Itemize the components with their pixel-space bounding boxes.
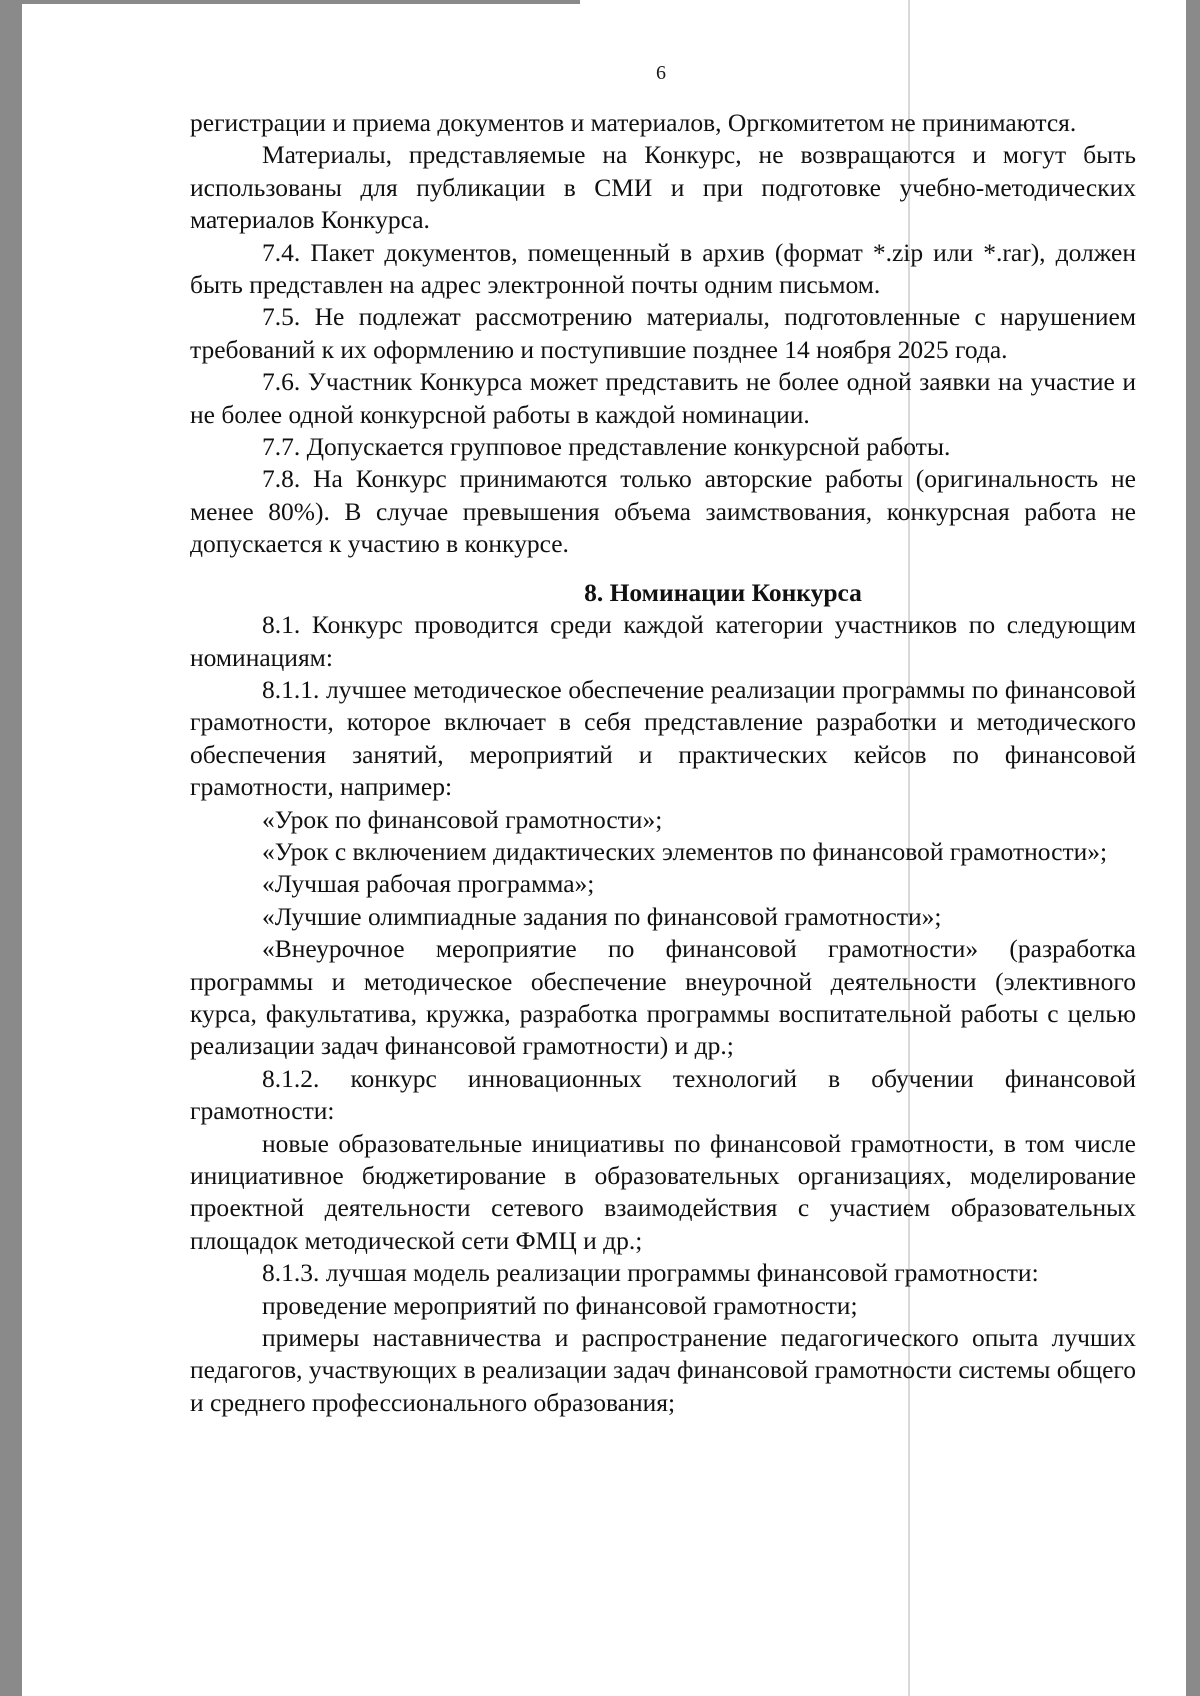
list-item: «Урок по финансовой грамотности»; [262,804,663,834]
list-item: «Лучшие олимпиадные задания по финансовой грамотности»; [262,901,942,931]
paragraph: регистрации и приема документов и материалов, Оргкомитетом не принимаются. [190,108,1077,137]
list-item: «Внеурочное мероприятие по финансовой грамотности» (разработка программы и методическое обеспечение внеурочной деятельности (элективного курса, факультатива, кружка, разработка программы воспитательной работы с целью реализации задач финансовой грамотности) и др.; [190,934,1136,1061]
scan-left-shadow [0,0,22,1696]
document-body [190,107,1136,1419]
paragraph-8-1-2: 8.1.2. конкурс инновационных технологий в обучении финансовой грамотности: [190,1063,1136,1126]
paragraph: Материалы, представляемые на Конкурс, не возвращаются и могут быть использованы для публикации в СМИ и при подготовке учебно-методических материалов Конкурса. [190,140,1136,235]
list-item: проведение мероприятий по финансовой грамотности; [262,1290,858,1320]
list-item: примеры наставничества и распространение педагогического опыта лучших педагогов, участвующих в реализации задач финансовой грамотности системы общего и среднего профессионального образования; [190,1323,1136,1417]
page-number: 6 [656,62,666,84]
scan-top-shadow [0,0,580,4]
list-item: новые образовательные инициативы по финансовой грамотности, в том числе инициативное бюджетирование в образовательных организациях, моделирование проектной деятельности сетевого взаимодействия с участием образовательных площадок методической сети ФМЦ и др.; [190,1128,1136,1255]
list-item: «Лучшая рабочая программа»; [262,869,595,899]
paragraph-7-8: 7.8. На Конкурс принимаются только авторские работы (оригинальность не менее 80%). В случае превышения объема заимствования, конкурсная работа не допускается к участию в конкурсе. [190,464,1136,559]
paragraph-7-5: 7.5. Не подлежат рассмотрению материалы, подготовленные с нарушением требований к их оформлению и поступившие позднее 14 ноября 2025 года. [190,302,1136,364]
paragraph-7-6: 7.6. Участник Конкурса может представить не более одной заявки на участие и не более одной конкурсной работы в каждой номинации. [190,367,1136,429]
paragraph-8-1: 8.1. Конкурс проводится среди каждой категории участников по следующим номинациям: [190,610,1136,672]
paragraph-8-1-1: 8.1.1. лучшее методическое обеспечение реализации программы по финансовой грамотности, которое включает в себя представление разработки и методического обеспечения занятий, мероприятий и практических кейсов по финансовой грамотности, например: [190,674,1136,802]
paragraph-7-4: 7.4. Пакет документов, помещенный в архив (формат *.zip или *.rar), должен быть представлен на адрес электронной почты одним письмом. [190,237,1136,300]
list-item: «Урок с включением дидактических элементов по финансовой грамотности»; [262,836,1108,866]
section-heading: 8. Номинации Конкурса [584,577,862,607]
paragraph-8-1-3: 8.1.3. лучшая модель реализации программы финансовой грамотности: [262,1258,1039,1288]
paragraph-7-7: 7.7. Допускается групповое представление конкурсной работы. [262,432,951,462]
scan-right-shadow [1186,0,1200,1696]
